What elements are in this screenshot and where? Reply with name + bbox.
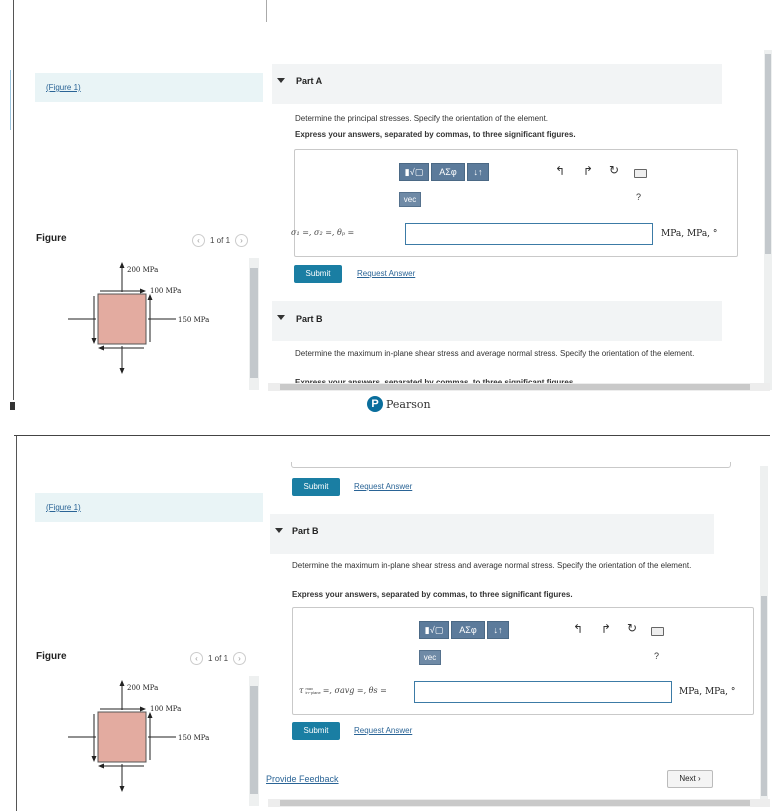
- redo-icon[interactable]: ↱: [583, 164, 594, 178]
- stress-right-label: 150 MPa: [178, 734, 210, 742]
- part-a-header[interactable]: [272, 64, 722, 104]
- stress-diagram-svg: [64, 680, 254, 805]
- keyboard-icon[interactable]: [634, 169, 647, 178]
- bottom-arrow-head: [120, 786, 125, 792]
- part-b-units: MPa, MPa, °: [679, 687, 736, 697]
- tau-superscript: max: [305, 685, 313, 691]
- help-icon[interactable]: ?: [636, 192, 642, 202]
- collapse-caret-icon: [277, 315, 285, 320]
- corner-mark: [10, 402, 15, 410]
- main-scrollbar-thumb[interactable]: [761, 596, 767, 796]
- part-a-title: Part A: [296, 76, 323, 86]
- shear-top-head: [140, 707, 146, 712]
- left-border-line: [13, 0, 14, 400]
- pager-prev-button[interactable]: ‹: [190, 652, 203, 665]
- figure-label: Figure: [36, 651, 67, 662]
- horizontal-scrollbar[interactable]: [268, 799, 770, 807]
- part-b-answer-input[interactable]: [414, 681, 672, 703]
- shear-top-head: [140, 289, 146, 294]
- part-a-submit-button[interactable]: Submit: [292, 478, 340, 496]
- part-b-header[interactable]: [270, 514, 714, 554]
- collapse-caret-icon: [277, 78, 285, 83]
- part-b-header[interactable]: [272, 301, 722, 341]
- templates-button[interactable]: ▮√▢: [399, 163, 429, 181]
- undo-icon[interactable]: ↰: [555, 164, 566, 178]
- prev-answer-box-edge: [291, 462, 731, 468]
- stress-top-label: 200 MPa: [127, 266, 159, 274]
- undo-icon[interactable]: ↰: [573, 622, 584, 636]
- figure-link[interactable]: (Figure 1): [46, 503, 81, 512]
- shear-bottom-head: [98, 764, 104, 769]
- stress-element-diagram: [64, 680, 254, 805]
- figure-link[interactable]: (Figure 1): [46, 83, 81, 92]
- left-accent-line: [10, 70, 11, 130]
- horizontal-scrollbar-thumb[interactable]: [280, 384, 750, 390]
- stress-diagram-svg: [64, 262, 254, 387]
- figure-pager: [190, 652, 246, 665]
- figure-scrollbar-thumb[interactable]: [250, 268, 258, 378]
- feedback-link-clip: [266, 773, 379, 787]
- pager-text: 1 of 1: [208, 654, 229, 663]
- greek-symbols-button[interactable]: ΑΣφ: [451, 621, 485, 639]
- collapse-caret-icon: [275, 528, 283, 533]
- main-scrollbar-thumb[interactable]: [765, 54, 771, 254]
- part-b-instruction: Express your answers, separated by commas, to three significant figures.: [292, 590, 573, 599]
- horizontal-scrollbar[interactable]: [268, 383, 770, 391]
- part-b-request-answer-link[interactable]: Request Answer: [354, 726, 413, 735]
- part-b-title: Part B: [296, 314, 323, 324]
- figure-scrollbar-thumb[interactable]: [250, 686, 258, 794]
- figure-scrollbar[interactable]: [249, 676, 259, 806]
- part-b-prompt: Determine the maximum in-plane shear stress and average normal stress. Specify the orientation of the element.: [292, 561, 692, 570]
- vec-button[interactable]: vec: [399, 192, 421, 207]
- stress-shear-label: 100 MPa: [150, 705, 182, 713]
- tau-sub-stack: [305, 687, 320, 695]
- bottom-arrow-head: [120, 368, 125, 374]
- part-a-answer-box: [291, 149, 738, 257]
- part-b-submit-button[interactable]: Submit: [292, 722, 340, 740]
- provide-feedback-link[interactable]: Provide Feedback: [266, 774, 339, 784]
- tau-symbol: τ: [299, 686, 304, 695]
- next-button[interactable]: Next ›: [667, 770, 713, 788]
- sort-button[interactable]: ↓↑: [487, 621, 509, 639]
- left-border-line: [16, 436, 17, 811]
- figure-link-band: [35, 73, 263, 102]
- shear-left-head: [92, 756, 97, 762]
- part-b-answer-box: [292, 607, 754, 715]
- pearson-p-icon: P: [367, 396, 383, 412]
- shear-bottom-head: [98, 346, 104, 351]
- part-a-request-answer-link[interactable]: Request Answer: [357, 269, 416, 278]
- keyboard-icon[interactable]: [651, 627, 664, 636]
- redo-icon[interactable]: ↱: [601, 622, 612, 636]
- screenshot-bottom: [0, 436, 773, 811]
- part-a-submit-button[interactable]: Submit: [294, 265, 342, 283]
- part-a-prompt: Determine the principal stresses. Specify the orientation of the element.: [295, 114, 549, 123]
- stress-right-label: 150 MPa: [178, 316, 210, 324]
- element-square: [98, 712, 146, 762]
- part-a-request-answer-link[interactable]: Request Answer: [354, 482, 413, 491]
- help-icon[interactable]: ?: [654, 651, 660, 661]
- answer-label-rest: =, σavg =, θs =: [322, 686, 387, 695]
- greek-symbols-button[interactable]: ΑΣφ: [431, 163, 465, 181]
- part-b-answer-label: [299, 686, 387, 695]
- figure-link-band: [35, 493, 263, 522]
- stress-element-diagram: [64, 262, 254, 387]
- figure-label: Figure: [36, 233, 67, 244]
- shear-left-head: [92, 338, 97, 344]
- vec-button[interactable]: vec: [419, 650, 441, 665]
- main-scrollbar[interactable]: [760, 466, 768, 801]
- reset-icon[interactable]: ↻: [609, 163, 620, 177]
- pearson-brand-text: Pearson: [386, 397, 431, 411]
- figure-pager: [192, 234, 248, 247]
- part-a-answer-label: σ₁ =, σ₂ =, θₚ =: [291, 228, 355, 237]
- element-square: [98, 294, 146, 344]
- reset-icon[interactable]: ↻: [627, 621, 638, 635]
- part-b-prompt: Determine the maximum in-plane shear stress and average normal stress. Specify the orientation of the element.: [295, 349, 695, 358]
- part-a-units: MPa, MPa, °: [661, 229, 718, 239]
- stress-shear-label: 100 MPa: [150, 287, 182, 295]
- tau-subscript: in−plane: [305, 689, 321, 695]
- horizontal-scrollbar-thumb[interactable]: [280, 800, 750, 806]
- templates-button[interactable]: ▮√▢: [419, 621, 449, 639]
- part-a-instruction: Express your answers, separated by commas, to three significant figures.: [295, 130, 576, 139]
- pager-prev-button[interactable]: ‹: [192, 234, 205, 247]
- part-b-instruction-clip: [295, 378, 715, 382]
- part-a-answer-input[interactable]: [405, 223, 653, 245]
- top-divider: [266, 0, 267, 22]
- sort-button[interactable]: ↓↑: [467, 163, 489, 181]
- main-scrollbar[interactable]: [764, 50, 772, 390]
- pearson-logo: [367, 396, 431, 412]
- stress-top-label: 200 MPa: [127, 684, 159, 692]
- pager-next-button[interactable]: ›: [235, 234, 248, 247]
- top-arrow-head: [120, 680, 125, 686]
- figure-scrollbar[interactable]: [249, 258, 259, 390]
- pager-text: 1 of 1: [210, 236, 231, 245]
- pager-next-button[interactable]: ›: [233, 652, 246, 665]
- part-b-title: Part B: [292, 526, 319, 536]
- top-arrow-head: [120, 262, 125, 268]
